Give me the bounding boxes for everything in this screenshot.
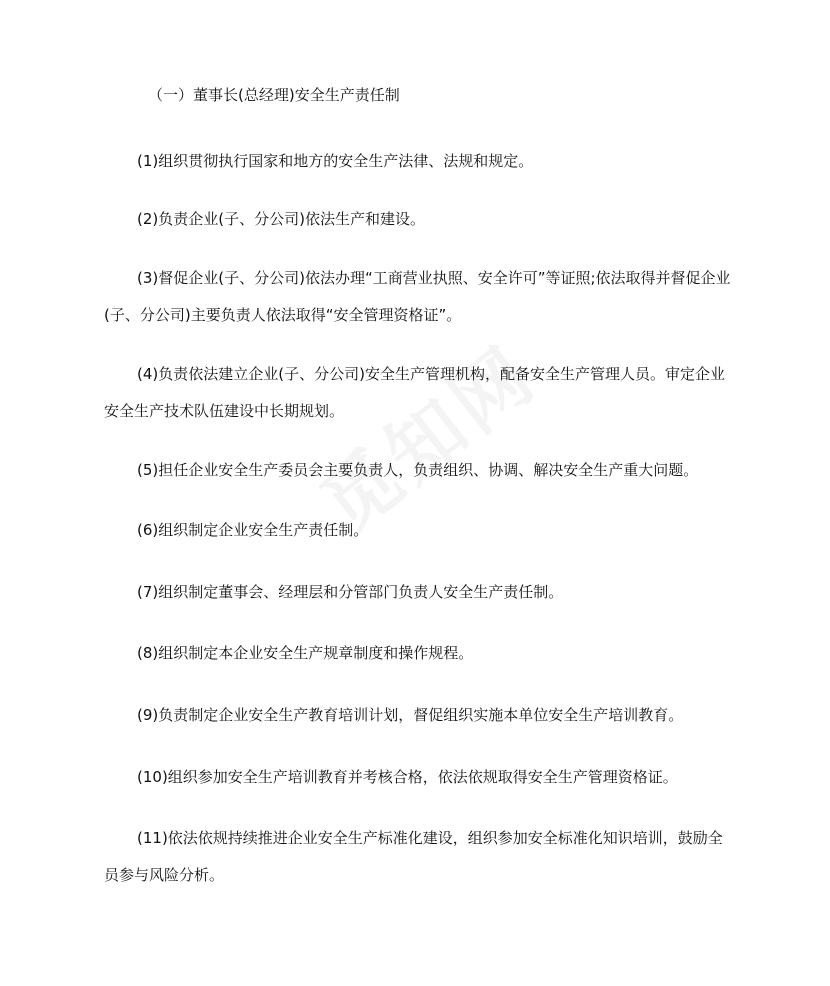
list-item: (9)负责制定企业安全生产教育培训计划，督促组织实施本单位安全生产培训教育。 — [137, 706, 684, 724]
list-item: (2)负责企业(子、分公司)依法生产和建设。 — [137, 210, 425, 228]
list-item: (8)组织制定本企业安全生产规章制度和操作规程。 — [137, 644, 474, 662]
list-item: (3)督促企业(子、分公司)依法办理“工商营业执照、安全许可”等证照;依法取得并督促企业(子、分公司)主要负责人依法取得“安全管理资格证”。 — [104, 269, 731, 324]
list-item: (10)组织参加安全生产培训教育并考核合格，依法依规取得安全生产管理资格证。 — [137, 768, 678, 786]
list-item: (7)组织制定董事会、经理层和分管部门负责人安全生产责任制。 — [137, 583, 564, 601]
list-item: (6)组织制定企业安全生产责任制。 — [137, 521, 369, 539]
list-item: (11)依法依规持续推进企业安全生产标准化建设，组织参加安全标准化知识培训，鼓励全员参与风险分析。 — [104, 829, 723, 884]
list-item: (5)担任企业安全生产委员会主要负责人，负责组织、协调、解决安全生产重大问题。 — [137, 461, 699, 479]
list-item: (1)组织贯彻执行国家和地方的安全生产法律、法规和规定。 — [137, 152, 534, 170]
section-heading: （一）董事长(总经理)安全生产责任制 — [148, 86, 400, 104]
list-item: (4)负责依法建立企业(子、分公司)安全生产管理机构，配备安全生产管理人员。审定企业安全生产技术队伍建设中长期规划。 — [104, 365, 725, 420]
